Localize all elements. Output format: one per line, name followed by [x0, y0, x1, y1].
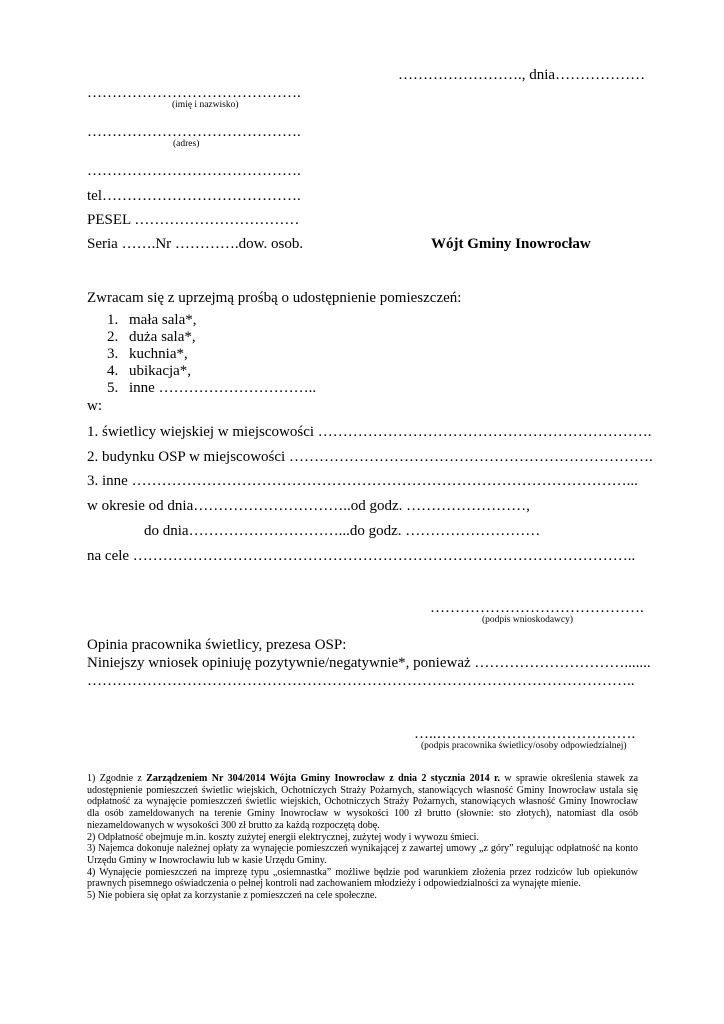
id-series-field: Seria …….Nr ………….dow. osob. [87, 236, 304, 252]
place-osp-building: 2. budynku OSP w miejscowości ………………………………………………………………. [87, 449, 653, 465]
footnote-5: 5) Nie pobiera się opłat za korzystanie z pomieszczeń na cele społeczne. [87, 890, 377, 902]
list-item: 1. mała sala*, [107, 312, 197, 328]
footnote-1: 1) Zgodnie z Zarządzeniem Nr 304/2014 Wójta Gminy Inowrocław z dnia 2 stycznia 2014 r. w sprawie określenia stawek za udostępnienie pomieszczeń świetlic wiejskich, Ochotniczych Straży Pożarnych, stanowiących własność Gminy Inowrocław ustala się odpłatność za wynajęcie pomieszczeń świetlic wiejskich, Ochotniczych Straży Pożarnych, stanowiących własność Gminy Inowrocław dla osób zameldowanych na terenie Gminy Inowrocław w wysokości 100 zł brutto (słownie: sto złotych), natomiast dla osób niezameldowanych w wysokości 300 zł brutto za każdą rozpoczętą dobę. [87, 773, 639, 831]
period-to: do dnia…………………………...do godz. ……………………… [144, 523, 541, 539]
list-item: 3. kuchnia*, [107, 346, 188, 362]
address2-field-dots: ……………………………………. [87, 163, 301, 179]
request-intro: Zwracam się z uprzejmą prośbą o udostępnienie pomieszczeń: [87, 290, 462, 306]
period-from: w okresie od dnia…………………………..od godz. ……………………, [87, 498, 530, 514]
applicant-signature-caption: (podpis wnioskodawcy) [482, 615, 574, 625]
purpose-field: na cele ……………………………………………………………………………………….. [87, 548, 636, 564]
location-label: w: [87, 398, 102, 414]
name-caption: (imię i nazwisko) [172, 100, 239, 110]
place-other: 3. inne ………………………………………………………………………………………... [87, 473, 638, 489]
opinion-statement: Niniejszy wniosek opiniuję pozytywnie/negatywnie*, ponieważ …………………………....... [87, 655, 651, 671]
staff-signature-caption: (podpis pracownika świetlicy/osoby odpowiedzialnej) [421, 741, 627, 751]
address-field-dots: ……………………………………. [87, 124, 301, 140]
footnote-2: 2) Odpłatność obejmuje m.in. koszty zużytej energii elektrycznej, zużytej wody i wywozu śmieci. [87, 831, 479, 843]
opinion-title: Opinia pracownika świetlicy, prezesa OSP: [87, 637, 347, 653]
recipient-title: Wójt Gminy Inowrocław [431, 236, 591, 252]
staff-signature-dots: …..…………………………………. [414, 726, 636, 742]
list-item: 4. ubikacja*, [107, 363, 192, 379]
footnote-3: 3) Najemca dokonuje należnej opłaty za wynajęcie pomieszczeń wynikającej z zawartej umowy „z góry” regulując odpłatność na konto Urzędu Gminy w Inowrocławiu lub w kasie Urzędu Gminy. [87, 843, 638, 866]
footnote-4: 4) Wynajęcie pomieszczeń na imprezę typu „osiemnastka” możliwe będzie pod warunkiem złożenia przez rodziców lub opiekunów prawnych pisemnego oświadczenia o pełnej kontroli nad zachowaniem młodzieży i odpowiedzialności za wynajęte mienie. [87, 866, 638, 890]
opinion-reason-dots: ……………………………………………………………………………………………….. [87, 673, 635, 689]
date-line: ……………………., dnia……………… [398, 67, 646, 83]
applicant-signature-dots: ……………………………………. [430, 600, 644, 616]
list-item: 5. inne ………………………….. [107, 380, 317, 396]
name-field-dots: ……………………………………. [87, 85, 301, 101]
footnotes [87, 773, 638, 902]
place-village-hall: 1. świetlicy wiejskiej w miejscowości …………………………………………………………. [87, 424, 652, 440]
tel-field: tel…………………………………. [87, 188, 301, 204]
pesel-field: PESEL …………………………… [87, 212, 300, 228]
address-caption: (adres) [173, 139, 200, 149]
list-item: 2. duża sala*, [107, 329, 196, 345]
rooms-list [107, 312, 316, 397]
